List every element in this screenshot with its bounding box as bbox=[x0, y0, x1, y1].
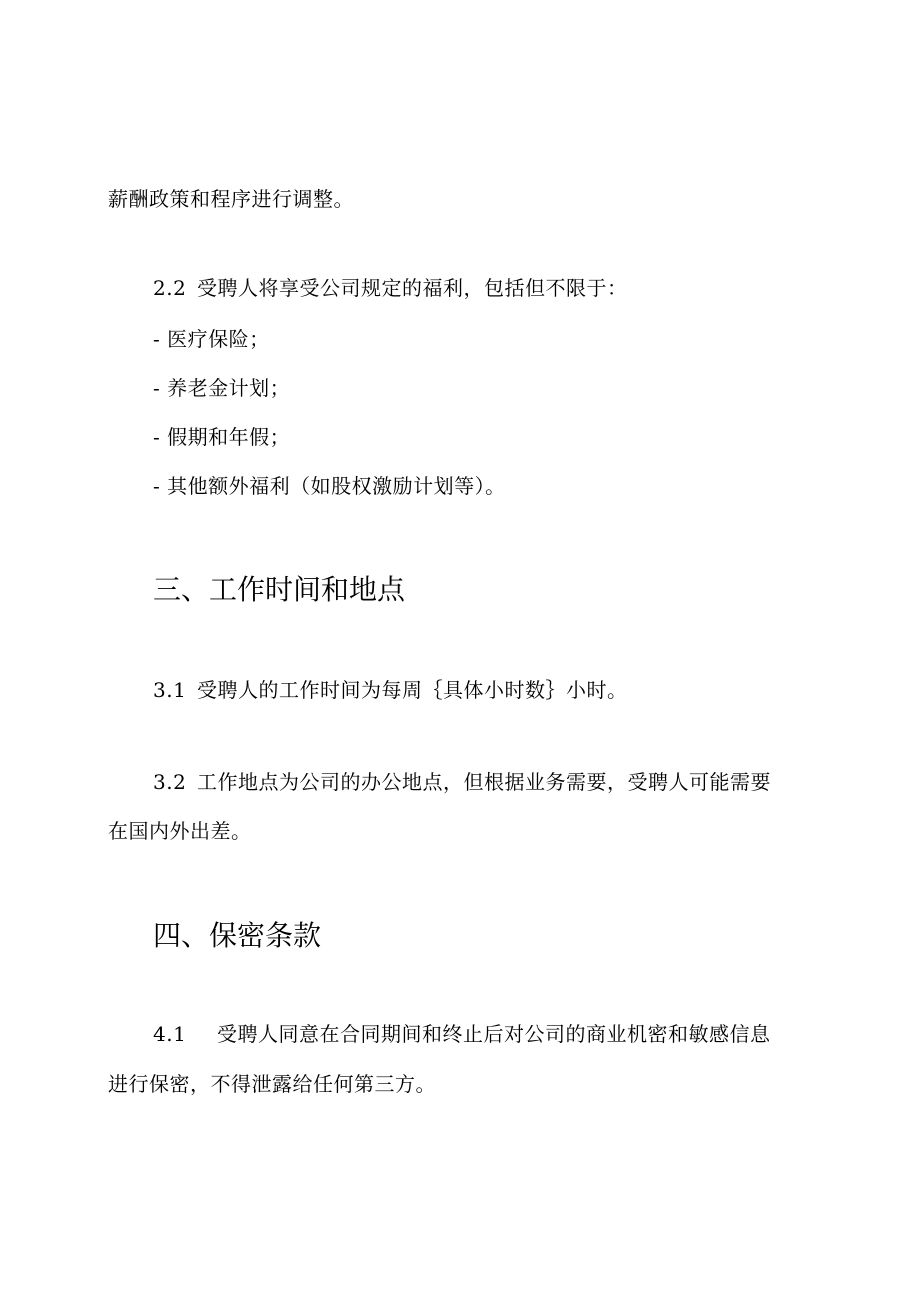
clause-text: 受聘人同意在合同期间和终止后对公司的商业机密和敏感信息 bbox=[217, 1022, 771, 1046]
benefit-list-item: - 其他额外福利（如股权激励计划等）。 bbox=[153, 474, 506, 498]
clause-number: 3.2 bbox=[153, 770, 187, 794]
benefit-list-item: - 养老金计划； bbox=[153, 376, 291, 400]
clause-text: 受聘人的工作时间为每周｛具体小时数｝小时。 bbox=[197, 678, 628, 702]
clause-3-2-continuation: 在国内外出差。 bbox=[108, 819, 252, 843]
clause-text: 受聘人将享受公司规定的福利，包括但不限于： bbox=[197, 276, 628, 300]
continuation-paragraph: 薪酬政策和程序进行调整。 bbox=[108, 187, 354, 211]
clause-3-1 bbox=[153, 676, 628, 704]
clause-number: 2.2 bbox=[153, 276, 187, 300]
clause-number: 3.1 bbox=[153, 678, 187, 702]
benefit-list-item: - 医疗保险； bbox=[153, 327, 270, 351]
clause-4-1-continuation: 进行保密，不得泄露给任何第三方。 bbox=[108, 1072, 436, 1096]
clause-3-2 bbox=[153, 768, 771, 796]
clause-text: 工作地点为公司的办公地点，但根据业务需要，受聘人可能需要 bbox=[197, 770, 771, 794]
benefit-list-item: - 假期和年假； bbox=[153, 425, 291, 449]
clause-2-2 bbox=[153, 274, 628, 302]
section-heading-4: 四、保密条款 bbox=[153, 919, 322, 952]
section-heading-3: 三、工作时间和地点 bbox=[153, 573, 406, 606]
clause-number: 4.1 bbox=[153, 1022, 187, 1046]
clause-4-1 bbox=[153, 1020, 771, 1048]
